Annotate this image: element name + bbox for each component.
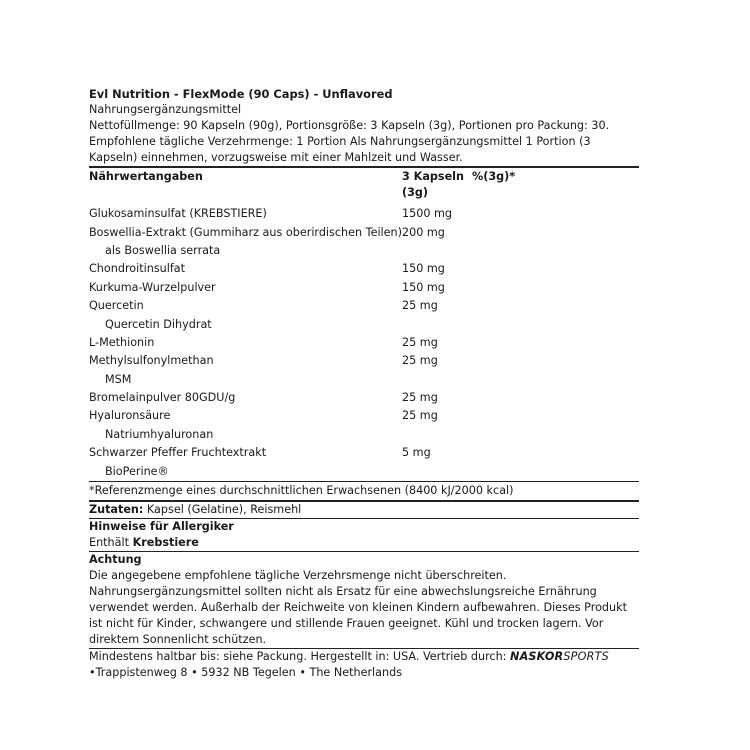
net-contents: Nettofüllmenge: 90 Kapseln (90g), Portionsgröße: 3 Kapseln (3g), Portionen pro Packung: 30. — [89, 119, 610, 132]
logo-light: SPORTS — [563, 649, 609, 663]
nutrition-row — [89, 315, 639, 333]
nutrient-name: L-Methionin — [89, 335, 155, 349]
nutrition-row — [89, 260, 639, 278]
nutrition-row — [89, 444, 639, 462]
nutrient-value: 1500 mg — [402, 207, 453, 221]
nutrition-header-label: Nährwertangaben — [89, 170, 203, 183]
nutrient-name: als Boswellia serrata — [105, 243, 221, 257]
footer-address: •Trappistenweg 8 • 5932 NB Tegelen • The Netherlands — [89, 665, 403, 679]
nutrition-row — [89, 352, 639, 370]
nutrient-name: Bromelainpulver 80GDU/g — [89, 391, 236, 405]
nutrient-value: 200 mg — [402, 225, 445, 239]
product-label — [89, 86, 639, 681]
nutrient-name: Methylsulfonylmethan — [89, 354, 214, 368]
nutrition-row — [89, 426, 639, 444]
nutrition-row — [89, 389, 639, 407]
nutrient-value: 25 mg — [402, 409, 438, 423]
warning-title: Achtung — [89, 552, 142, 566]
nutrient-name: Quercetin — [89, 299, 144, 313]
warning-text: Die angegebene empfohlene tägliche Verzehrsmenge nicht überschreiten. Nahrungsergänzungsmittel sollten nicht als Ersatz für eine abwechslungsreiche Ernährung verwendet werden. Außerhalb der Reichweite von kleinen Kindern aufbewahren. Dieses Produkt ist nicht für Kinder, schwangere und stillende Frauen geeignet. Kühl und trocken lagern. Vor direktem Sonnenlicht schützen. — [89, 568, 627, 646]
nutrient-value: 25 mg — [402, 299, 438, 313]
nutrient-value: 150 mg — [402, 280, 445, 294]
nutrient-name: Natriumhyaluronan — [105, 427, 214, 441]
naskor-sports-logo — [510, 650, 609, 663]
nutrient-name: Hyaluronsäure — [89, 409, 171, 423]
nutrition-row — [89, 407, 639, 425]
allergy-info — [89, 535, 639, 551]
nutrition-row — [89, 334, 639, 352]
nutrient-name: MSM — [105, 372, 132, 386]
nutrition-row — [89, 462, 639, 480]
allergy-prefix: Enthält — [89, 535, 129, 549]
reference-note: *Referenzmenge eines durchschnittlichen Erwachsenen (8400 kJ/2000 kcal) — [89, 483, 514, 497]
allergen: Krebstiere — [132, 535, 199, 549]
nutrient-value: 25 mg — [402, 391, 438, 405]
nutrient-value: 150 mg — [402, 262, 445, 276]
nutrition-header-serving: 3 Kapseln (3g) — [402, 170, 464, 199]
nutrition-row — [89, 279, 639, 297]
ingredients-label: Zutaten: — [89, 502, 144, 516]
nutrient-name: Kurkuma-Wurzelpulver — [89, 280, 216, 294]
ingredients-text: Kapsel (Gelatine), Reismehl — [146, 502, 302, 516]
recommended-intake: Empfohlene tägliche Verzehrmenge: 1 Portion Als Nahrungsergänzungsmittel 1 Portion (3 Kapseln) einnehmen, vorzugsweise mit einer Mahlzeit und Wasser. — [89, 135, 591, 164]
nutrition-row — [89, 297, 639, 315]
nutrition-header-percent: %(3g)* — [472, 170, 516, 183]
footer-text: Mindestens haltbar bis: siehe Packung. Hergestellt in: USA. Vertrieb durch: — [89, 649, 510, 663]
nutrient-name: BioPerine® — [105, 464, 169, 478]
nutrition-table — [89, 205, 639, 481]
product-title: Evl Nutrition - FlexMode (90 Caps) - Unflavored — [89, 87, 393, 101]
nutrition-header — [89, 168, 639, 205]
nutrition-row — [89, 371, 639, 389]
ingredients — [89, 502, 639, 518]
product-category: Nahrungsergänzungsmittel — [89, 103, 242, 116]
nutrient-name: Quercetin Dihydrat — [105, 317, 212, 331]
nutrient-value: 5 mg — [402, 446, 431, 460]
nutrient-name: Boswellia-Extrakt (Gummiharz aus oberirdischen Teilen) — [89, 225, 403, 239]
nutrient-value: 25 mg — [402, 354, 438, 368]
nutrition-row — [89, 205, 639, 223]
nutrient-value: 25 mg — [402, 335, 438, 349]
nutrition-row — [89, 223, 639, 241]
allergy-title: Hinweise für Allergiker — [89, 519, 234, 533]
nutrient-name: Schwarzer Pfeffer Fruchtextrakt — [89, 446, 267, 460]
nutrient-name: Chondroitinsulfat — [89, 262, 186, 276]
nutrient-name: Glukosaminsulfat (KREBSTIERE) — [89, 207, 267, 221]
nutrition-row — [89, 242, 639, 260]
footer-line — [89, 649, 639, 665]
logo-bold: NASKOR — [510, 649, 564, 663]
